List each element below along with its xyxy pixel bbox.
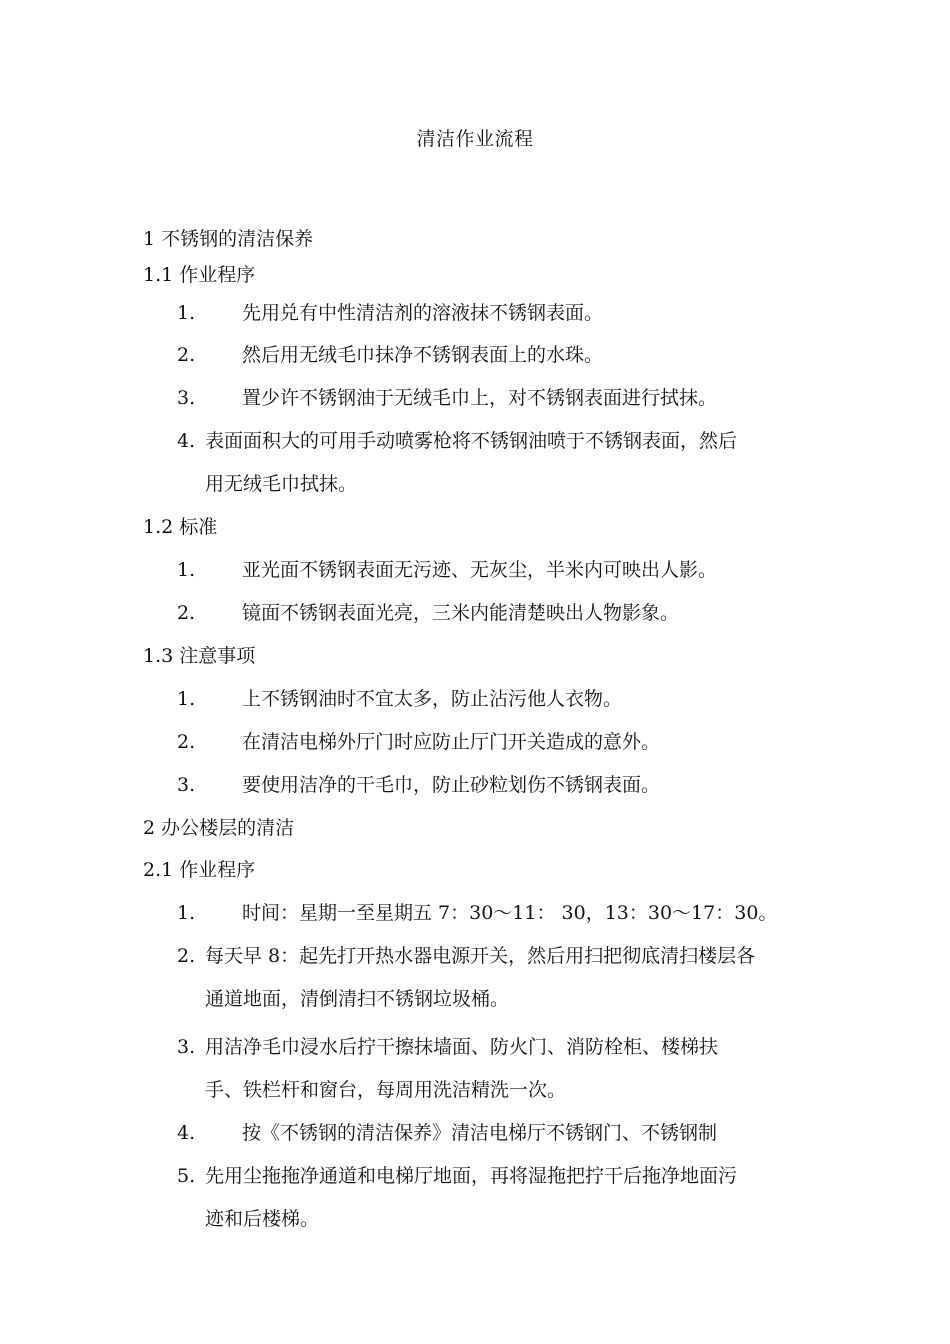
list-item-text: 表面面积大的可用手动喷雾枪将不锈钢油喷于不锈钢表面，然后 [205,430,738,452]
list-item-number: 4. [177,1122,196,1144]
list-item-text: 时间：星期一至星期五 7：30〜11： 30，13：30〜17：30。 [242,902,778,924]
list-item-number: 1. [177,902,196,924]
subsection-heading: 1.2 标准 [143,516,218,538]
list-item-number: 1. [177,302,196,324]
list-item-continuation: 用无绒毛巾拭抹。 [205,473,358,495]
list-item-text: 在清洁电梯外厅门时应防止厅门开关造成的意外。 [242,731,661,753]
list-item-text: 先用尘拖拖净通道和电梯厅地面，再将湿拖把拧干后拖净地面污 [205,1165,738,1187]
list-item-text: 镜面不锈钢表面光亮，三米内能清楚映出人物影象。 [242,602,680,624]
list-item-text: 按《不锈钢的清洁保养》清洁电梯厅不锈钢门、不锈钢制 [242,1122,718,1144]
subsection-heading: 1.1 作业程序 [143,264,256,286]
subsection-heading: 1.3 注意事项 [143,645,256,667]
list-item-text: 要使用洁净的干毛巾，防止砂粒划伤不锈钢表面。 [242,774,661,796]
section-heading: 2 办公楼层的清洁 [143,817,295,839]
list-item-number: 2. [177,602,196,624]
list-item-number: 3. [177,774,196,796]
list-item-number: 2. [177,945,196,967]
list-item-number: 1. [177,559,196,581]
list-item-continuation: 迹和后楼梯。 [205,1208,320,1230]
list-item-number: 3. [177,1036,196,1058]
list-item-number: 4. [177,430,196,452]
list-item-number: 2. [177,344,196,366]
list-item-text: 上不锈钢油时不宜太多，防止沾污他人衣物。 [242,688,623,710]
page-title: 清洁作业流程 [416,128,534,150]
subsection-heading: 2.1 作业程序 [143,859,256,881]
list-item-number: 5. [177,1165,196,1187]
list-item-text: 亚光面不锈钢表面无污迹、无灰尘，半米内可映出人影。 [242,559,718,581]
list-item-number: 2. [177,731,196,753]
list-item-text: 先用兑有中性清洁剂的溶液抹不锈钢表面。 [242,302,604,324]
list-item-number: 3. [177,387,196,409]
list-item-text: 用洁净毛巾浸水后拧干擦抹墙面、防火门、消防栓柜、楼梯扶 [205,1036,719,1058]
list-item-continuation: 通道地面，清倒清扫不锈钢垃圾桶。 [205,988,510,1010]
list-item-text: 置少许不锈钢油于无绒毛巾上，对不锈钢表面进行拭抹。 [242,387,718,409]
list-item-text: 每天早 8：起先打开热水器电源开关，然后用扫把彻底清扫楼层各 [205,945,756,967]
list-item-text: 然后用无绒毛巾抹净不锈钢表面上的水珠。 [242,344,604,366]
list-item-continuation: 手、铁栏杆和窗台，每周用洗洁精洗一次。 [205,1079,567,1101]
list-item-number: 1. [177,688,196,710]
section-heading: 1 不锈钢的清洁保养 [143,228,314,250]
